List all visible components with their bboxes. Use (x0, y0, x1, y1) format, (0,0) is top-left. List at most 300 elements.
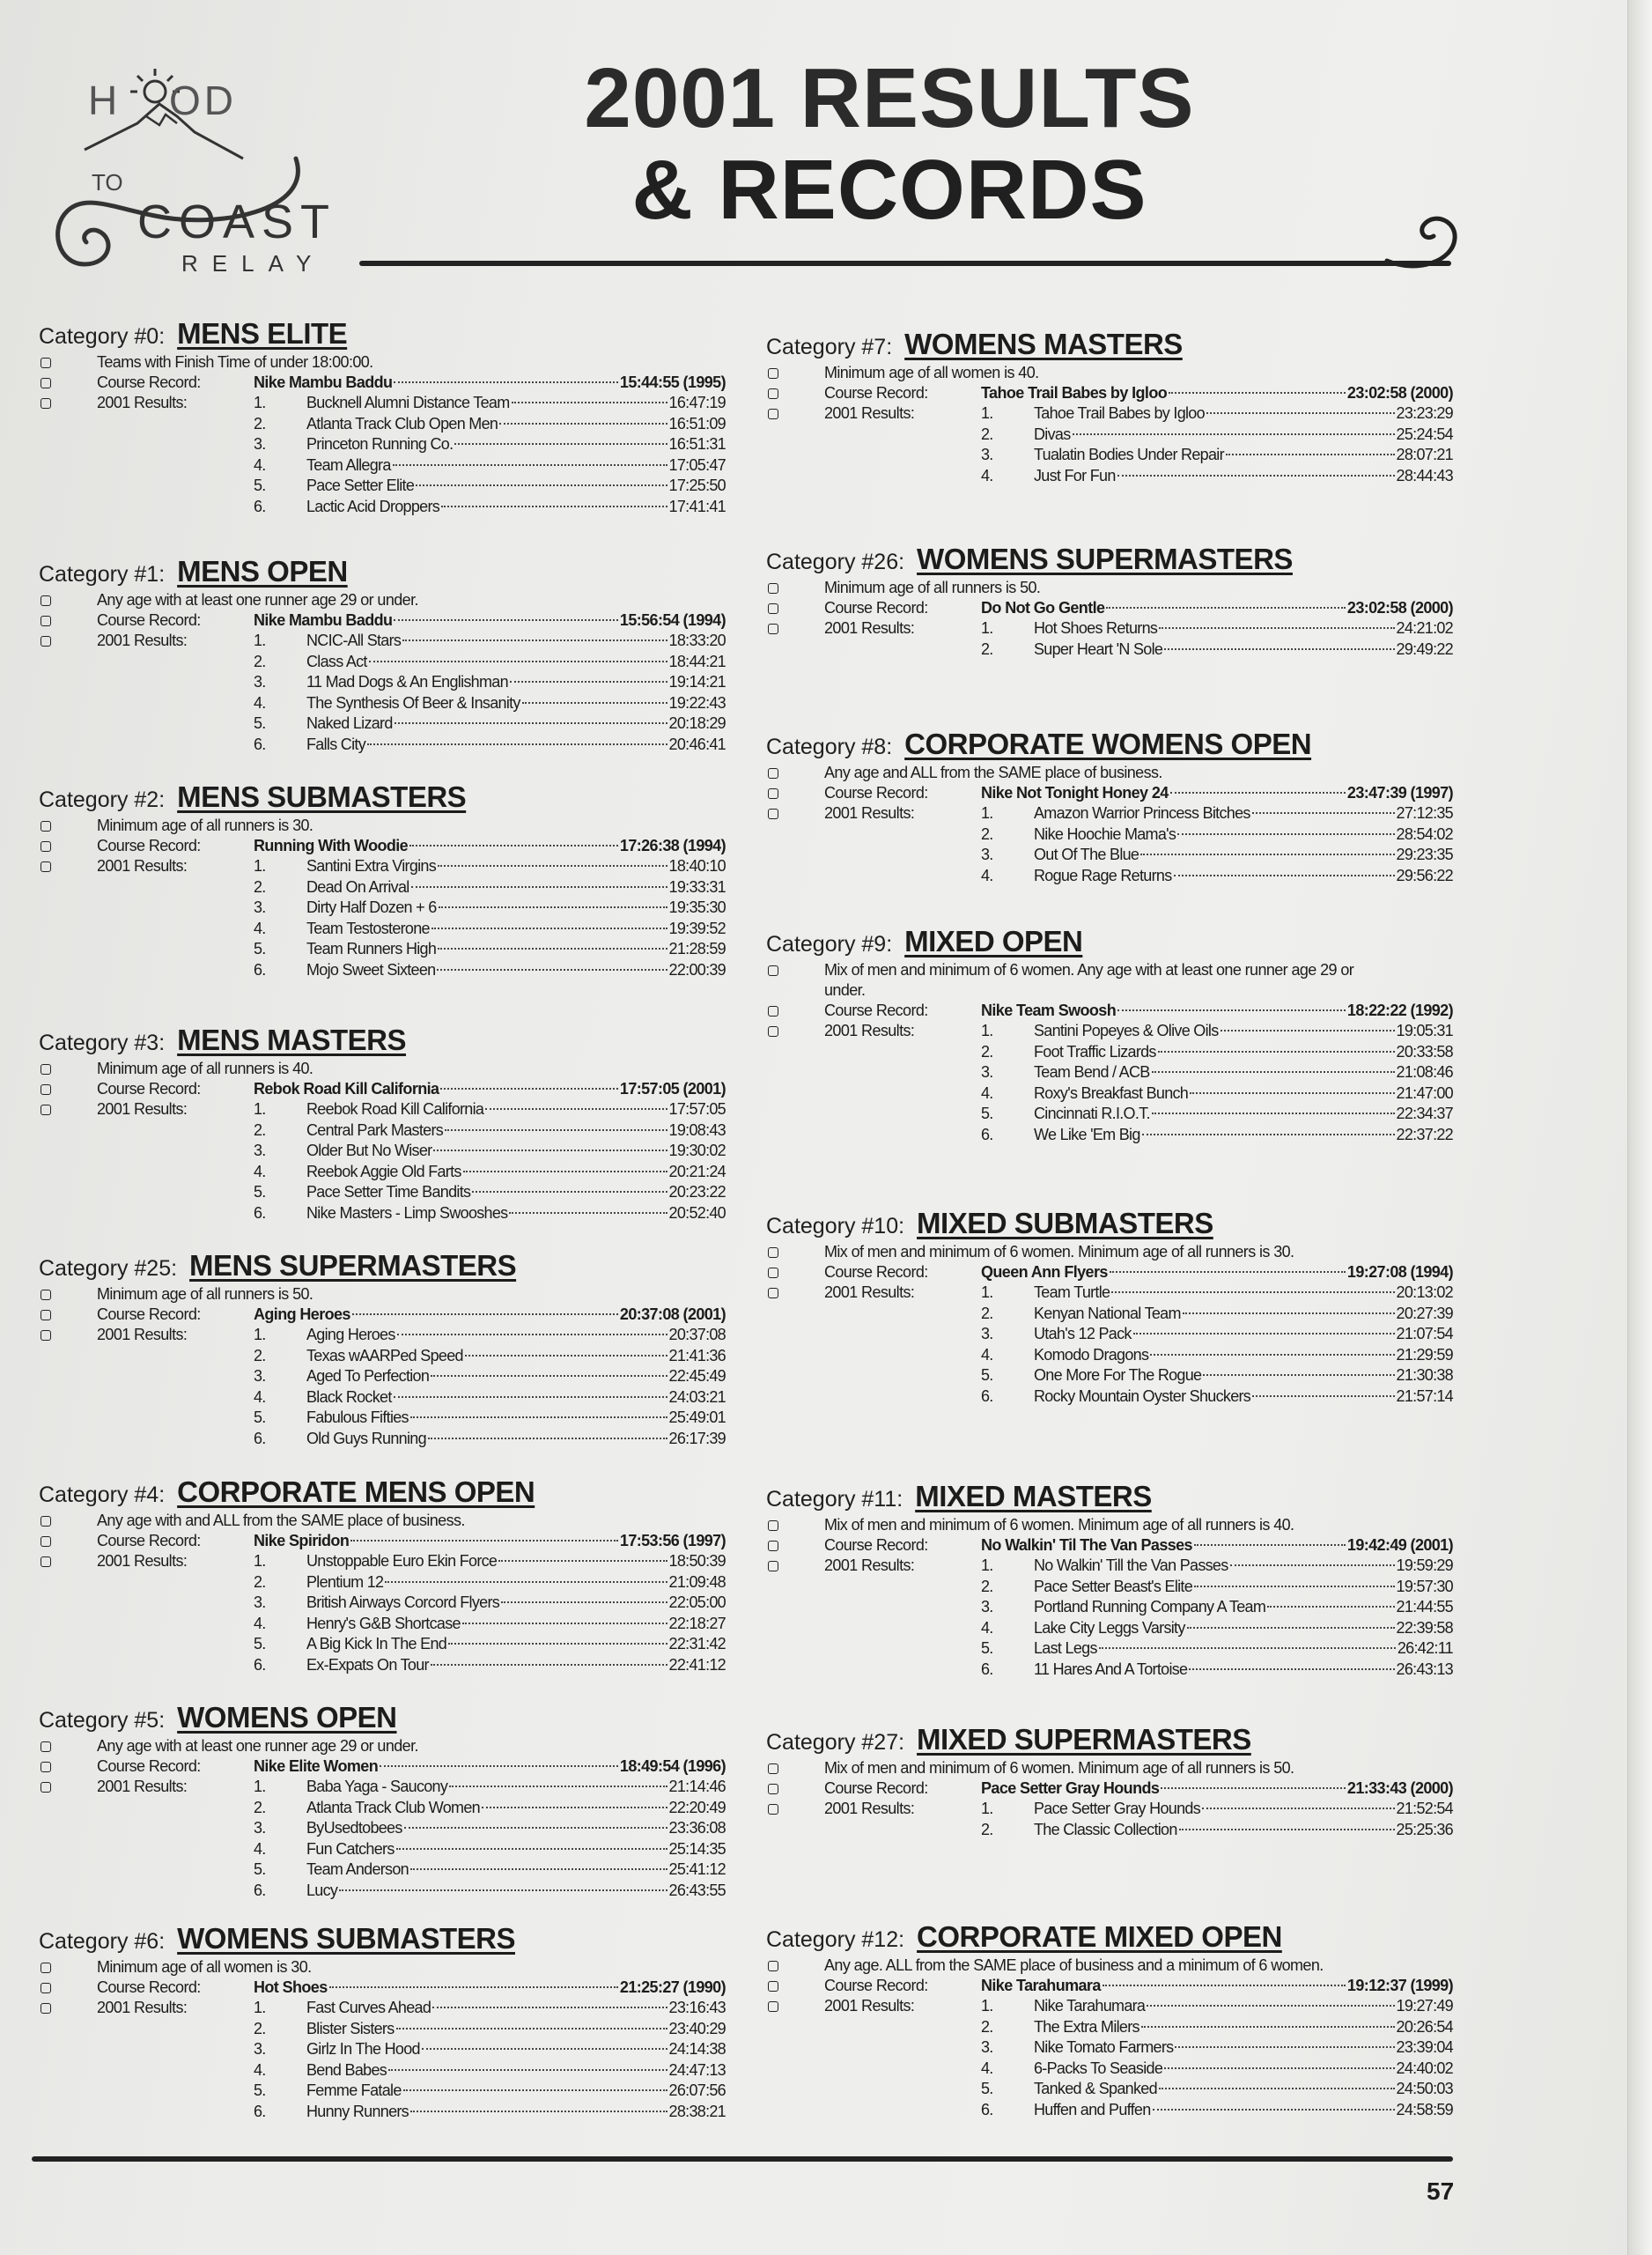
category-block (39, 1024, 761, 1224)
record-time: 18:22:22 (1992) (1346, 1002, 1453, 1019)
result-row (39, 652, 726, 673)
description-text: under. (824, 981, 866, 999)
result-team: Naked Lizard (306, 714, 393, 732)
results-label: 2001 Results: (824, 404, 915, 422)
result-place: 2. (254, 652, 266, 670)
checkbox-icon (768, 624, 778, 634)
result-team: Henry's G&B Shortcase (306, 1614, 461, 1632)
dot-leader (416, 484, 667, 486)
result-row (39, 735, 726, 756)
result-time: 28:44:43 (1396, 466, 1453, 484)
dot-leader (1159, 627, 1394, 629)
description-text: Any age. ALL from the SAME place of business and a minimum of 6 women. (824, 1956, 1324, 1974)
result-time: 20:33:58 (1396, 1042, 1453, 1061)
dot-leader (522, 702, 667, 704)
result-time: 21:30:38 (1396, 1366, 1453, 1384)
checkbox-icon (41, 1556, 51, 1567)
result-time: 22:18:27 (668, 1614, 726, 1632)
dot-leader (498, 1560, 667, 1562)
hood-to-coast-logo (32, 62, 384, 282)
category-number: Category #25: (39, 1256, 178, 1281)
result-row (39, 1429, 726, 1450)
category-block (39, 780, 761, 980)
dot-leader (1194, 1586, 1394, 1587)
category-header (39, 1701, 761, 1736)
result-place: 4. (254, 919, 266, 937)
result-time: 22:41:12 (668, 1655, 726, 1674)
result-team: Fabulous Fifties (306, 1408, 409, 1426)
category-block (766, 1207, 1488, 1407)
checkbox-icon (41, 2003, 51, 2014)
dot-leader (410, 1416, 667, 1418)
result-row (39, 939, 726, 960)
result-row (39, 713, 726, 735)
dot-leader (439, 906, 667, 908)
result-time: 24:40:02 (1396, 2059, 1453, 2077)
result-row (766, 845, 1453, 866)
course-record-row (39, 836, 726, 856)
title-line-2: & RECORDS (631, 142, 1147, 237)
result-time: 24:58:59 (1396, 2100, 1453, 2118)
course-record-label: Course Record: (824, 1536, 928, 1554)
category-name: CORPORATE MENS OPEN (177, 1475, 535, 1508)
result-time: 19:05:31 (1396, 1022, 1453, 1039)
result-place: 4. (981, 1083, 993, 1102)
result-team: Nike Hoochie Mama's (1034, 824, 1176, 843)
course-record-row (766, 1262, 1453, 1283)
course-record-row (766, 783, 1453, 803)
result-place: 5. (254, 1408, 266, 1426)
result-time: 20:52:40 (668, 1203, 726, 1222)
logo-word-od: OD (169, 78, 237, 123)
dot-leader (1194, 1544, 1346, 1546)
category-name: MENS SUPERMASTERS (189, 1249, 517, 1282)
result-place: 4. (981, 1618, 993, 1637)
category-block (766, 1480, 1488, 1680)
result-team: Fast Curves Ahead (306, 1999, 431, 2016)
result-time: 25:24:54 (1396, 425, 1453, 443)
record-time: 23:02:58 (2000) (1346, 599, 1453, 617)
result-team: Portland Running Company A Team (1034, 1598, 1266, 1615)
result-time: 20:21:24 (668, 1162, 726, 1180)
dot-leader (1110, 1271, 1346, 1273)
result-team: Blister Sisters (306, 2019, 395, 2037)
result-time: 22:05:00 (668, 1593, 726, 1611)
category-description (39, 1511, 761, 1531)
course-record-label: Course Record: (824, 384, 928, 402)
dot-leader (1106, 607, 1346, 609)
dot-leader (329, 1986, 618, 1988)
record-team: Nike Mambu Baddu (254, 373, 393, 391)
result-time: 19:27:49 (1396, 1997, 1453, 2015)
category-header (39, 780, 761, 816)
dot-leader (510, 681, 667, 683)
dot-leader (437, 969, 667, 971)
result-place: 1. (254, 632, 266, 649)
result-time: 17:25:50 (668, 477, 726, 494)
result-row (766, 1345, 1453, 1366)
result-place: 3. (254, 673, 266, 691)
checkbox-icon (41, 1105, 51, 1115)
dot-leader (422, 2048, 667, 2050)
result-row (39, 2102, 726, 2123)
result-team: Santini Popeyes & Olive Oils (1034, 1022, 1219, 1039)
result-team: Just For Fun (1034, 466, 1116, 484)
result-team: Central Park Masters (306, 1120, 444, 1139)
result-team: The Classic Collection (1034, 1820, 1177, 1838)
description-text: Teams with Finish Time of under 18:00:00. (97, 353, 373, 371)
category-number: Category #11: (766, 1487, 903, 1512)
result-row (39, 1593, 726, 1614)
result-team: Kenyan National Team (1034, 1304, 1181, 1322)
result-place: 2. (254, 877, 266, 896)
dot-leader (512, 402, 667, 403)
result-place: 3. (254, 2040, 266, 2058)
result-team: Older But No Wiser (306, 1142, 432, 1159)
record-team: Nike Team Swoosh (981, 1002, 1117, 1019)
dot-leader (463, 1171, 667, 1172)
category-description (766, 763, 1488, 783)
result-row (39, 1572, 726, 1593)
result-time: 25:49:01 (668, 1408, 726, 1426)
record-team: Tahoe Trail Babes by Igloo (981, 384, 1168, 402)
dot-leader (1164, 2067, 1394, 2069)
result-row (766, 824, 1453, 846)
result-time: 29:23:35 (1396, 846, 1453, 863)
category-description (766, 1758, 1488, 1778)
result-place: 6. (254, 735, 266, 753)
result-team: Team Bend / ACB (1034, 1063, 1150, 1081)
dot-leader (397, 1334, 667, 1335)
dot-leader (1152, 1113, 1395, 1114)
result-place: 2. (981, 1820, 993, 1838)
dot-leader (433, 1150, 667, 1151)
result-time: 27:12:35 (1396, 804, 1453, 822)
description-text: Minimum age of all women is 40. (824, 364, 1039, 381)
results-label: 2001 Results: (97, 632, 188, 649)
checkbox-icon (768, 1026, 778, 1037)
dot-leader (428, 1438, 667, 1439)
result-place: 1. (981, 1556, 993, 1574)
result-time: 21:41:36 (668, 1346, 726, 1364)
result-time: 24:14:38 (668, 2040, 726, 2058)
dot-leader (350, 1540, 618, 1542)
checkbox-icon (768, 809, 778, 819)
result-row (766, 1618, 1453, 1639)
description-text: Minimum age of all runners is 50. (97, 1285, 313, 1303)
checkbox-icon (768, 1288, 778, 1298)
course-record-label: Course Record: (97, 1757, 201, 1775)
checkbox-icon (41, 1782, 51, 1793)
dot-leader (501, 1601, 667, 1603)
checkbox-icon (41, 1330, 51, 1341)
dot-leader (411, 886, 667, 888)
logo-word-coast: COAST (137, 196, 337, 248)
dot-leader (1141, 2026, 1395, 2028)
result-place: 4. (254, 455, 266, 474)
category-number: Category #6: (39, 1929, 166, 1954)
checkbox-icon (768, 1561, 778, 1571)
dot-leader (1103, 1985, 1346, 1986)
dot-leader (339, 1889, 667, 1891)
result-place: 4. (254, 1387, 266, 1406)
result-row (39, 1120, 726, 1142)
record-time: 19:42:49 (2001) (1346, 1536, 1453, 1554)
result-place: 6. (981, 2100, 993, 2118)
checkbox-icon (768, 768, 778, 779)
result-time: 25:14:35 (668, 1839, 726, 1858)
results-label: 2001 Results: (97, 1552, 188, 1570)
result-place: 6. (254, 1655, 266, 1674)
dot-leader (472, 1191, 667, 1193)
result-team: Team Runners High (306, 940, 437, 957)
category-name: CORPORATE MIXED OPEN (917, 1920, 1282, 1953)
result-row (766, 466, 1453, 487)
paper-edge (1627, 0, 1652, 2255)
result-row (766, 1386, 1453, 1408)
category-number: Category #7: (766, 335, 893, 359)
dot-leader (394, 619, 617, 621)
result-team: Black Rocket (306, 1387, 392, 1406)
category-name: MIXED SUPERMASTERS (917, 1723, 1251, 1756)
result-place: 3. (254, 435, 266, 453)
record-team: Nike Tarahumara (981, 1977, 1101, 1994)
checkbox-icon (41, 616, 51, 626)
result-row (766, 1577, 1453, 1598)
result-time: 21:29:59 (1396, 1345, 1453, 1364)
course-record-label: Course Record: (97, 1305, 201, 1323)
result-team: Aged To Perfection (306, 1367, 430, 1385)
result-place: 4. (981, 1345, 993, 1364)
result-team: Foot Traffic Lizards (1034, 1042, 1156, 1061)
description-text: Any age with at least one runner age 29 or under. (97, 591, 418, 609)
checkbox-icon (768, 1006, 778, 1017)
result-time: 21:14:46 (668, 1778, 726, 1795)
result-place: 4. (981, 466, 993, 484)
dot-leader (438, 865, 667, 867)
logo-word-hood: H (88, 78, 122, 123)
result-place: 5. (254, 1183, 266, 1201)
result-place: 4. (254, 1614, 266, 1632)
page-title (493, 51, 1286, 237)
dot-leader (396, 2028, 667, 2030)
result-time: 26:42:11 (1397, 1639, 1453, 1657)
result-row (39, 414, 726, 435)
result-place: 1. (254, 1999, 266, 2016)
category-description (766, 1242, 1488, 1262)
result-row (766, 2017, 1453, 2038)
dot-leader (1164, 648, 1394, 650)
record-team: Rebok Road Kill California (254, 1080, 439, 1098)
results-label: 2001 Results: (824, 804, 915, 822)
record-time: 21:33:43 (2000) (1346, 1779, 1453, 1797)
category-header (39, 555, 761, 590)
result-team: Reebok Road Kill California (306, 1100, 484, 1118)
result-place: 2. (981, 2017, 993, 2036)
result-place: 6. (254, 2102, 266, 2120)
checkbox-icon (768, 1268, 778, 1278)
record-time: 19:27:08 (1994) (1346, 1263, 1453, 1281)
result-place: 1. (254, 857, 266, 875)
result-team: Team Allegra (306, 455, 391, 474)
description-text: Any age with at least one runner age 29 or under. (97, 1737, 418, 1755)
result-row (39, 476, 726, 497)
category-header (766, 1723, 1488, 1758)
result-time: 19:35:30 (668, 898, 726, 916)
result-row (766, 425, 1453, 446)
result-row (766, 866, 1453, 887)
record-team: Aging Heroes (254, 1305, 350, 1323)
dot-leader (440, 1088, 617, 1090)
result-time: 28:38:21 (668, 2102, 726, 2120)
result-place: 1. (981, 619, 993, 637)
result-time: 20:46:41 (668, 735, 726, 753)
checkbox-icon (41, 378, 51, 388)
category-description (39, 1736, 761, 1756)
checkbox-icon (41, 1310, 51, 1320)
result-time: 19:39:52 (668, 919, 726, 937)
result-team: Dirty Half Dozen + 6 (306, 898, 437, 916)
dot-leader (1202, 1808, 1395, 1809)
result-team: Unstoppable Euro Ekin Force (306, 1552, 498, 1570)
dot-leader (1099, 1647, 1396, 1649)
record-team: Nike Not Tonight Honey 24 (981, 784, 1169, 802)
result-row (766, 1104, 1453, 1125)
result-team: Lucy (306, 1881, 338, 1899)
record-team: Running With Woodie (254, 837, 409, 854)
category-header (766, 543, 1488, 578)
result-place: 3. (981, 1598, 993, 1615)
result-time: 23:39:04 (1396, 2038, 1453, 2056)
category-description (766, 980, 1488, 1001)
category-block (766, 543, 1488, 660)
result-row (766, 1638, 1453, 1660)
result-team: Rocky Mountain Oyster Shuckers (1034, 1386, 1251, 1405)
result-row (766, 1597, 1453, 1618)
results-label: 2001 Results: (824, 1997, 915, 2015)
result-time: 22:34:37 (1396, 1105, 1453, 1122)
dot-leader (1189, 1668, 1394, 1670)
result-team: Rogue Rage Returns (1034, 866, 1172, 884)
result-place: 4. (981, 866, 993, 884)
category-header (766, 1207, 1488, 1242)
checkbox-icon (768, 603, 778, 614)
result-team: Fun Catchers (306, 1839, 395, 1858)
category-number: Category #2: (39, 787, 166, 812)
checkbox-icon (768, 1541, 778, 1551)
checkbox-icon (768, 1247, 778, 1258)
course-record-row (766, 598, 1453, 618)
dot-leader (441, 506, 667, 507)
result-place: 3. (254, 1819, 266, 1837)
result-place: 2. (981, 824, 993, 843)
record-team: Nike Mambu Baddu (254, 611, 393, 629)
dot-leader (1161, 1787, 1346, 1789)
dot-leader (1158, 1051, 1395, 1053)
result-place: 5. (254, 940, 266, 957)
category-number: Category #26: (766, 550, 905, 574)
result-time: 25:41:12 (668, 1860, 726, 1878)
category-block (39, 317, 761, 517)
result-time: 20:13:02 (1396, 1283, 1453, 1301)
result-row (766, 2100, 1453, 2121)
result-team: Hot Shoes Returns (1034, 619, 1158, 637)
checkbox-icon (768, 368, 778, 379)
dot-leader (1142, 1134, 1395, 1135)
category-name: WOMENS SUBMASTERS (177, 1922, 515, 1955)
result-row (766, 1083, 1453, 1105)
course-record-label: Course Record: (97, 373, 201, 391)
dot-leader (394, 1396, 667, 1398)
result-place: 6. (981, 1386, 993, 1405)
result-team: Princeton Running Co. (306, 435, 454, 453)
category-header (766, 728, 1488, 763)
course-record-row (39, 1978, 726, 1998)
result-time: 18:33:20 (668, 632, 726, 649)
description-text: Minimum age of all runners is 40. (97, 1060, 313, 1077)
result-team: The Extra Milers (1034, 2017, 1139, 2036)
dot-leader (1230, 1564, 1395, 1566)
result-time: 17:57:05 (668, 1100, 726, 1118)
result-place: 6. (254, 1881, 266, 1899)
result-row (39, 1366, 726, 1387)
checkbox-icon (768, 388, 778, 399)
result-time: 23:16:43 (668, 1999, 726, 2016)
result-row (766, 445, 1453, 466)
checkbox-icon (41, 1536, 51, 1547)
dot-leader (1152, 1071, 1395, 1073)
result-team: Aging Heroes (306, 1326, 395, 1343)
result-time: 22:00:39 (668, 960, 726, 979)
checkbox-icon (41, 1084, 51, 1095)
category-header (766, 328, 1488, 363)
category-name: MIXED OPEN (904, 925, 1083, 957)
result-team: Baba Yaga - Saucony (306, 1778, 448, 1795)
dot-leader (410, 2111, 667, 2112)
result-team: Lactic Acid Droppers (306, 497, 440, 515)
result-place: 4. (254, 2060, 266, 2079)
result-time: 22:20:49 (668, 1798, 726, 1816)
category-description (766, 1956, 1488, 1976)
result-row (39, 1387, 726, 1408)
result-place: 2. (254, 1572, 266, 1591)
result-place: 2. (981, 1304, 993, 1322)
result-place: 1. (254, 1326, 266, 1343)
category-number: Category #9: (766, 932, 893, 957)
category-name: MENS OPEN (177, 555, 348, 588)
result-team: Ex-Expats On Tour (306, 1655, 429, 1674)
dot-leader (1111, 1291, 1394, 1293)
result-place: 6. (254, 1203, 266, 1222)
result-team: Hunny Runners (306, 2102, 409, 2120)
category-name: MIXED MASTERS (915, 1480, 1152, 1512)
result-place: 6. (254, 1429, 266, 1447)
result-time: 17:41:41 (668, 497, 726, 515)
checkbox-icon (41, 398, 51, 409)
dot-leader (409, 845, 618, 847)
record-time: 15:44:55 (1995) (619, 373, 726, 391)
result-time: 25:25:36 (1396, 1820, 1453, 1838)
category-number: Category #27: (766, 1730, 905, 1755)
result-team: Mojo Sweet Sixteen (306, 960, 436, 979)
dot-leader (1153, 2109, 1395, 2111)
result-time: 26:43:13 (1396, 1660, 1453, 1678)
result-time: 18:50:39 (668, 1552, 726, 1570)
category-block (766, 925, 1488, 1145)
result-team: Femme Fatale (306, 2081, 402, 2099)
record-team: Nike Elite Women (254, 1757, 379, 1775)
result-team: Pace Setter Beast's Elite (1034, 1577, 1193, 1595)
